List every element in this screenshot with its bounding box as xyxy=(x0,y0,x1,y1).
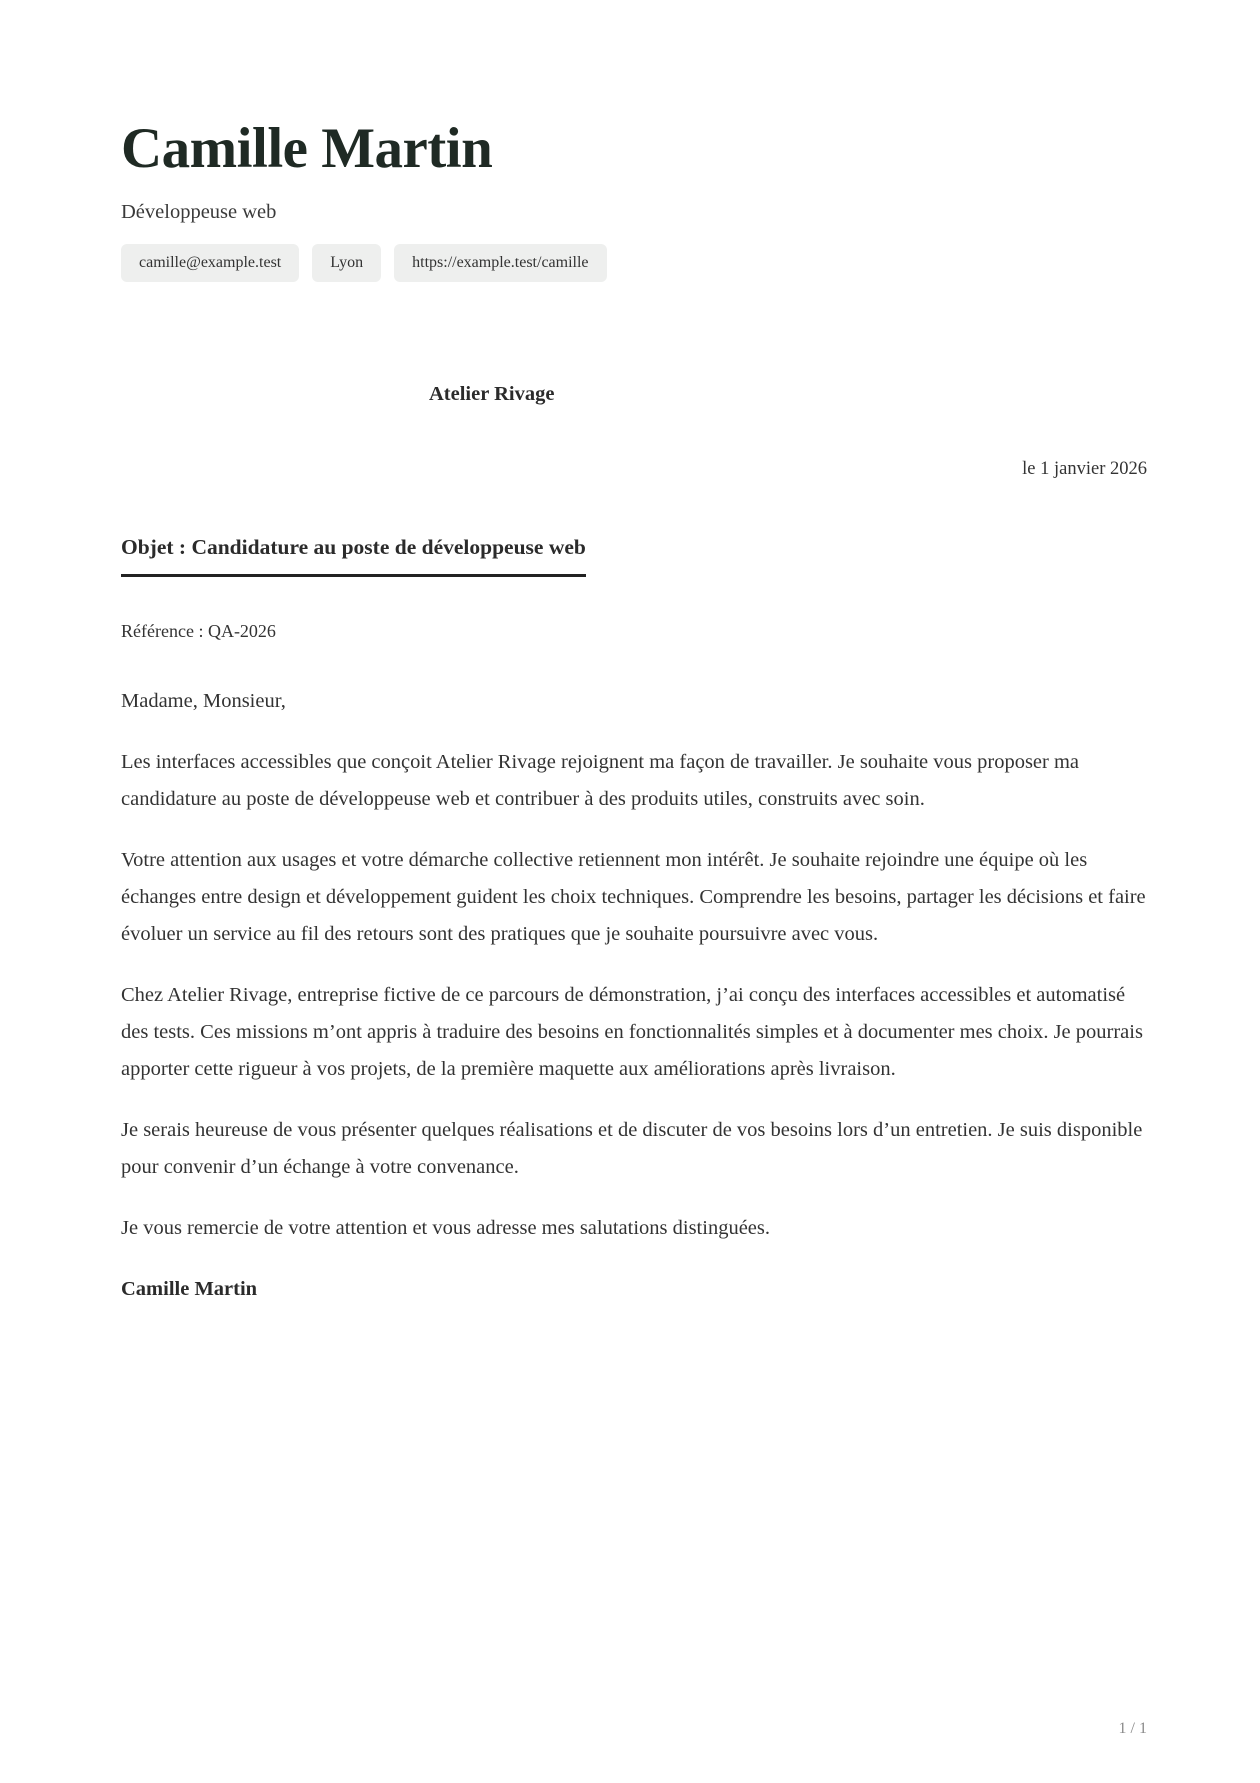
letter-body xyxy=(121,683,1147,1332)
contact-email: camille@example.test xyxy=(121,244,299,282)
contact-website: https://example.test/camille xyxy=(394,244,606,282)
letter-paragraph: Votre attention aux usages et votre démarche collective retiennent mon intérêt. Je souhaite rejoindre une équipe où les échanges entre design et développement guident les choix techniques. Comprendre les besoins, partager les décisions et faire évoluer un service au fil des retours sont des pratiques que je souhaite poursuivre avec vous. xyxy=(121,849,1146,945)
letter-paragraph: Chez Atelier Rivage, entreprise fictive de ce parcours de démonstration, j’ai conçu des interfaces accessibles et automatisé des tests. Ces missions m’ont appris à traduire des besoins en fonctionnalités simples et à documenter mes choix. Je pourrais apporter cette rigueur à vos projets, de la première maquette aux améliorations après livraison. xyxy=(121,984,1143,1080)
letter-page xyxy=(121,0,1147,1783)
letter-greeting: Madame, Monsieur, xyxy=(121,690,286,712)
page-number: 1 / 1 xyxy=(1118,1720,1147,1737)
contact-location: Lyon xyxy=(312,244,381,282)
letter-subject: Objet : Candidature au poste de développeuse web xyxy=(121,535,586,577)
letter-date: le 1 janvier 2026 xyxy=(1022,459,1147,479)
letter-reference: Référence : QA-2026 xyxy=(121,621,276,641)
contact-list xyxy=(121,244,607,282)
letter-signature: Camille Martin xyxy=(121,1278,258,1300)
letter-paragraph: Les interfaces accessibles que conçoit Atelier Rivage rejoignent ma façon de travailler. Je souhaite vous proposer ma candidature au poste de développeuse web et contribuer à des produits utiles, construits avec soin. xyxy=(121,751,1080,810)
letter-paragraph: Je serais heureuse de vous présenter quelques réalisations et de discuter de vos besoins lors d’un entretien. Je suis disponible pour convenir d’un échange à votre convenance. xyxy=(121,1119,1143,1178)
letter-paragraph: Je vous remercie de votre attention et vous adresse mes salutations distinguées. xyxy=(121,1217,770,1239)
sender-job-title: Développeuse web xyxy=(121,201,277,223)
recipient-company: Atelier Rivage xyxy=(429,383,555,405)
sender-name: Camille Martin xyxy=(121,117,493,180)
